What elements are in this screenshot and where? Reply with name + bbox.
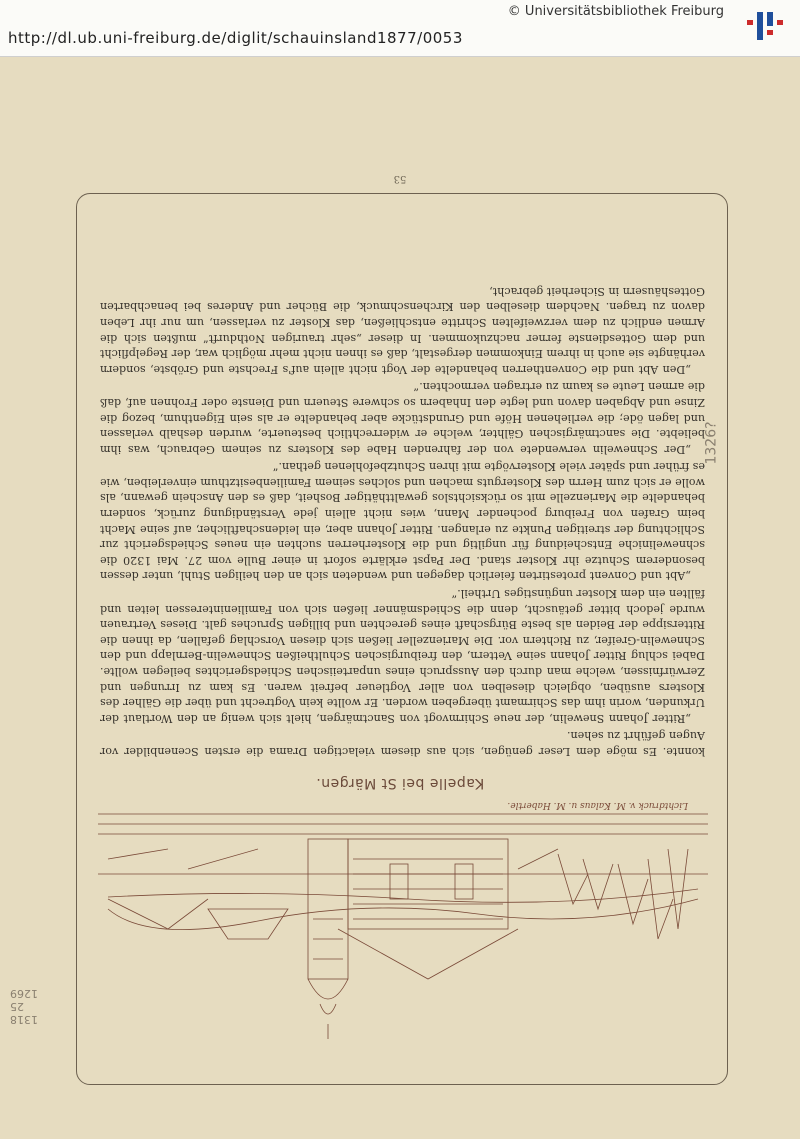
copyright-notice: © Universitätsbibliothek Freiburg — [507, 4, 724, 19]
pencil-note: 25 — [10, 1000, 24, 1013]
paragraph: „Ritter Johann Snewelin, der neue Schirmvogt von Sanctmärgen, hielt sich wenig an den Wortlaut der Urkunden, worin ihm das Schirmamt übergeben worden. Er wollte kein Vogtrecht und über die Gälher des Klosters ausüben, obgleich dieselben von aller Vogtleuer befreit waren. Es kam zu Irrungen und Zerwürfnissen, welche man durch den Ausspruch eines unparteiischen Schiedsgerichtes beilegen wollte. Dabei schlug Ritter Johann seine Vettern, den freiburgischen Schultheißen Schnewelin-Bernlapp und den Schnewelin-Greifer, zu Richtern vor. Die Marienzeller ließen sich diesen Vorschlag gefallen, da ihnen die Rittersippe der Beiden als beste Bürgschaft eines gerechten und billigen Spruches galt. Dieses Vertrauen wurde jedoch bitter getäuscht, denn die Schiedsmänner ließen sich von Familieninteressen leiten und fällten ein dem Kloster ungünstiges Urtheil.“ — [100, 587, 705, 725]
chapel-sketch-illustration — [98, 799, 708, 1049]
illustration-caption: Kapelle bei St Märgen. — [315, 775, 485, 791]
paragraph: „Den Abt und die Conventherren behandelte der Vogt nicht allein auf's Frechste und Gröbste, sondern verhängte sie auch in ihrem Einkommen dergestalt, daß es ihnen nicht mehr möglich war, der Regelpflicht und dem Gottesdienste ferner nachzukommen. In dieser „sehr traurigen Nothdurft“ mußten sich die Armen endlich zu dem verzweifelten Schritte entschließen, das Kloster zu verlassen, um nur ihr Leben davon zu tragen. Nachdem dieselben den Kirchenschmuck, die Bücher und Anderes bei benachbarten Gotteshäusern in Sicherheit gebracht, — [100, 284, 705, 376]
site-header — [0, 0, 800, 57]
pencil-note-stack — [10, 987, 60, 1026]
sketch-signature: Lichtdruck v. M. Kalaus u. M. Habertle. — [507, 800, 688, 810]
page-number: 53 — [393, 173, 407, 184]
scanned-page — [0, 57, 800, 1139]
body-text — [100, 281, 705, 759]
pencil-note: 1326? — [703, 421, 720, 465]
ub-freiburg-logo-icon[interactable] — [742, 4, 786, 48]
paragraph: „Der Schnewelin verwendete von der fahrenden Habe des Klosters zu seinem Gebrauch, was ihm beliebte. Die sanctmärgischen Gälhter, welche er widerrechtlich besteuerte, wurden deshalb verlassen und lagen öde; die verliehenen Höfe und Grundstücke aber behandelte er als sein Eigenthum, bezog die Zinse und Abgaben davon und legte den Inhabern so schwere Steuern und Dienste oder Frohnen auf, daß die armen Leute es kaum zu ertragen vermochten.“ — [100, 380, 705, 456]
pencil-note: 1318 — [10, 1013, 38, 1026]
paragraph: „Abt und Convent protestirten feierlich dagegen und wendeten sich an den heiligen Stuhl, unter dessen besonderem Schutze ihr Kloster stand. Der Papst erklärte sofort in einer Bulle vom 27. Mai 1320 die schneweliniche Entscheidung für ungiltig und die Klosterherren suchten ein neues Schiedsgericht zur Schlichtung der streitigen Punkte zu erlangen. Ritter Johann aber, ein leidenschaftlicher, auf seine Macht beim Grafen von Freiburg pochender Mann, wies nicht allein jede Verständigung zurück, sondern behandelte die Marienzelle mit so rücksichtslos gewaltthätiger Bosheit, daß es den Anschein gewann, als wolle er sich zum Herrn des Klosterguts machen und solches seinem Familienbesitzthum einverleiben, wie es früher und später viele Klostervögte mit ihren Schutzbefohlenen gethan.“ — [100, 460, 705, 583]
paragraph: konnte. Es möge dem Leser genügen, sich aus diesem vielactigen Drama die ersten Scenenbilder vor Augen geführt zu sehen. — [100, 729, 705, 758]
page-content-rotated — [0, 57, 800, 1139]
page-url-link[interactable]: http://dl.ub.uni-freiburg.de/diglit/schauinsland1877/0053 — [8, 29, 463, 47]
pencil-note: 1269 — [10, 987, 38, 1000]
